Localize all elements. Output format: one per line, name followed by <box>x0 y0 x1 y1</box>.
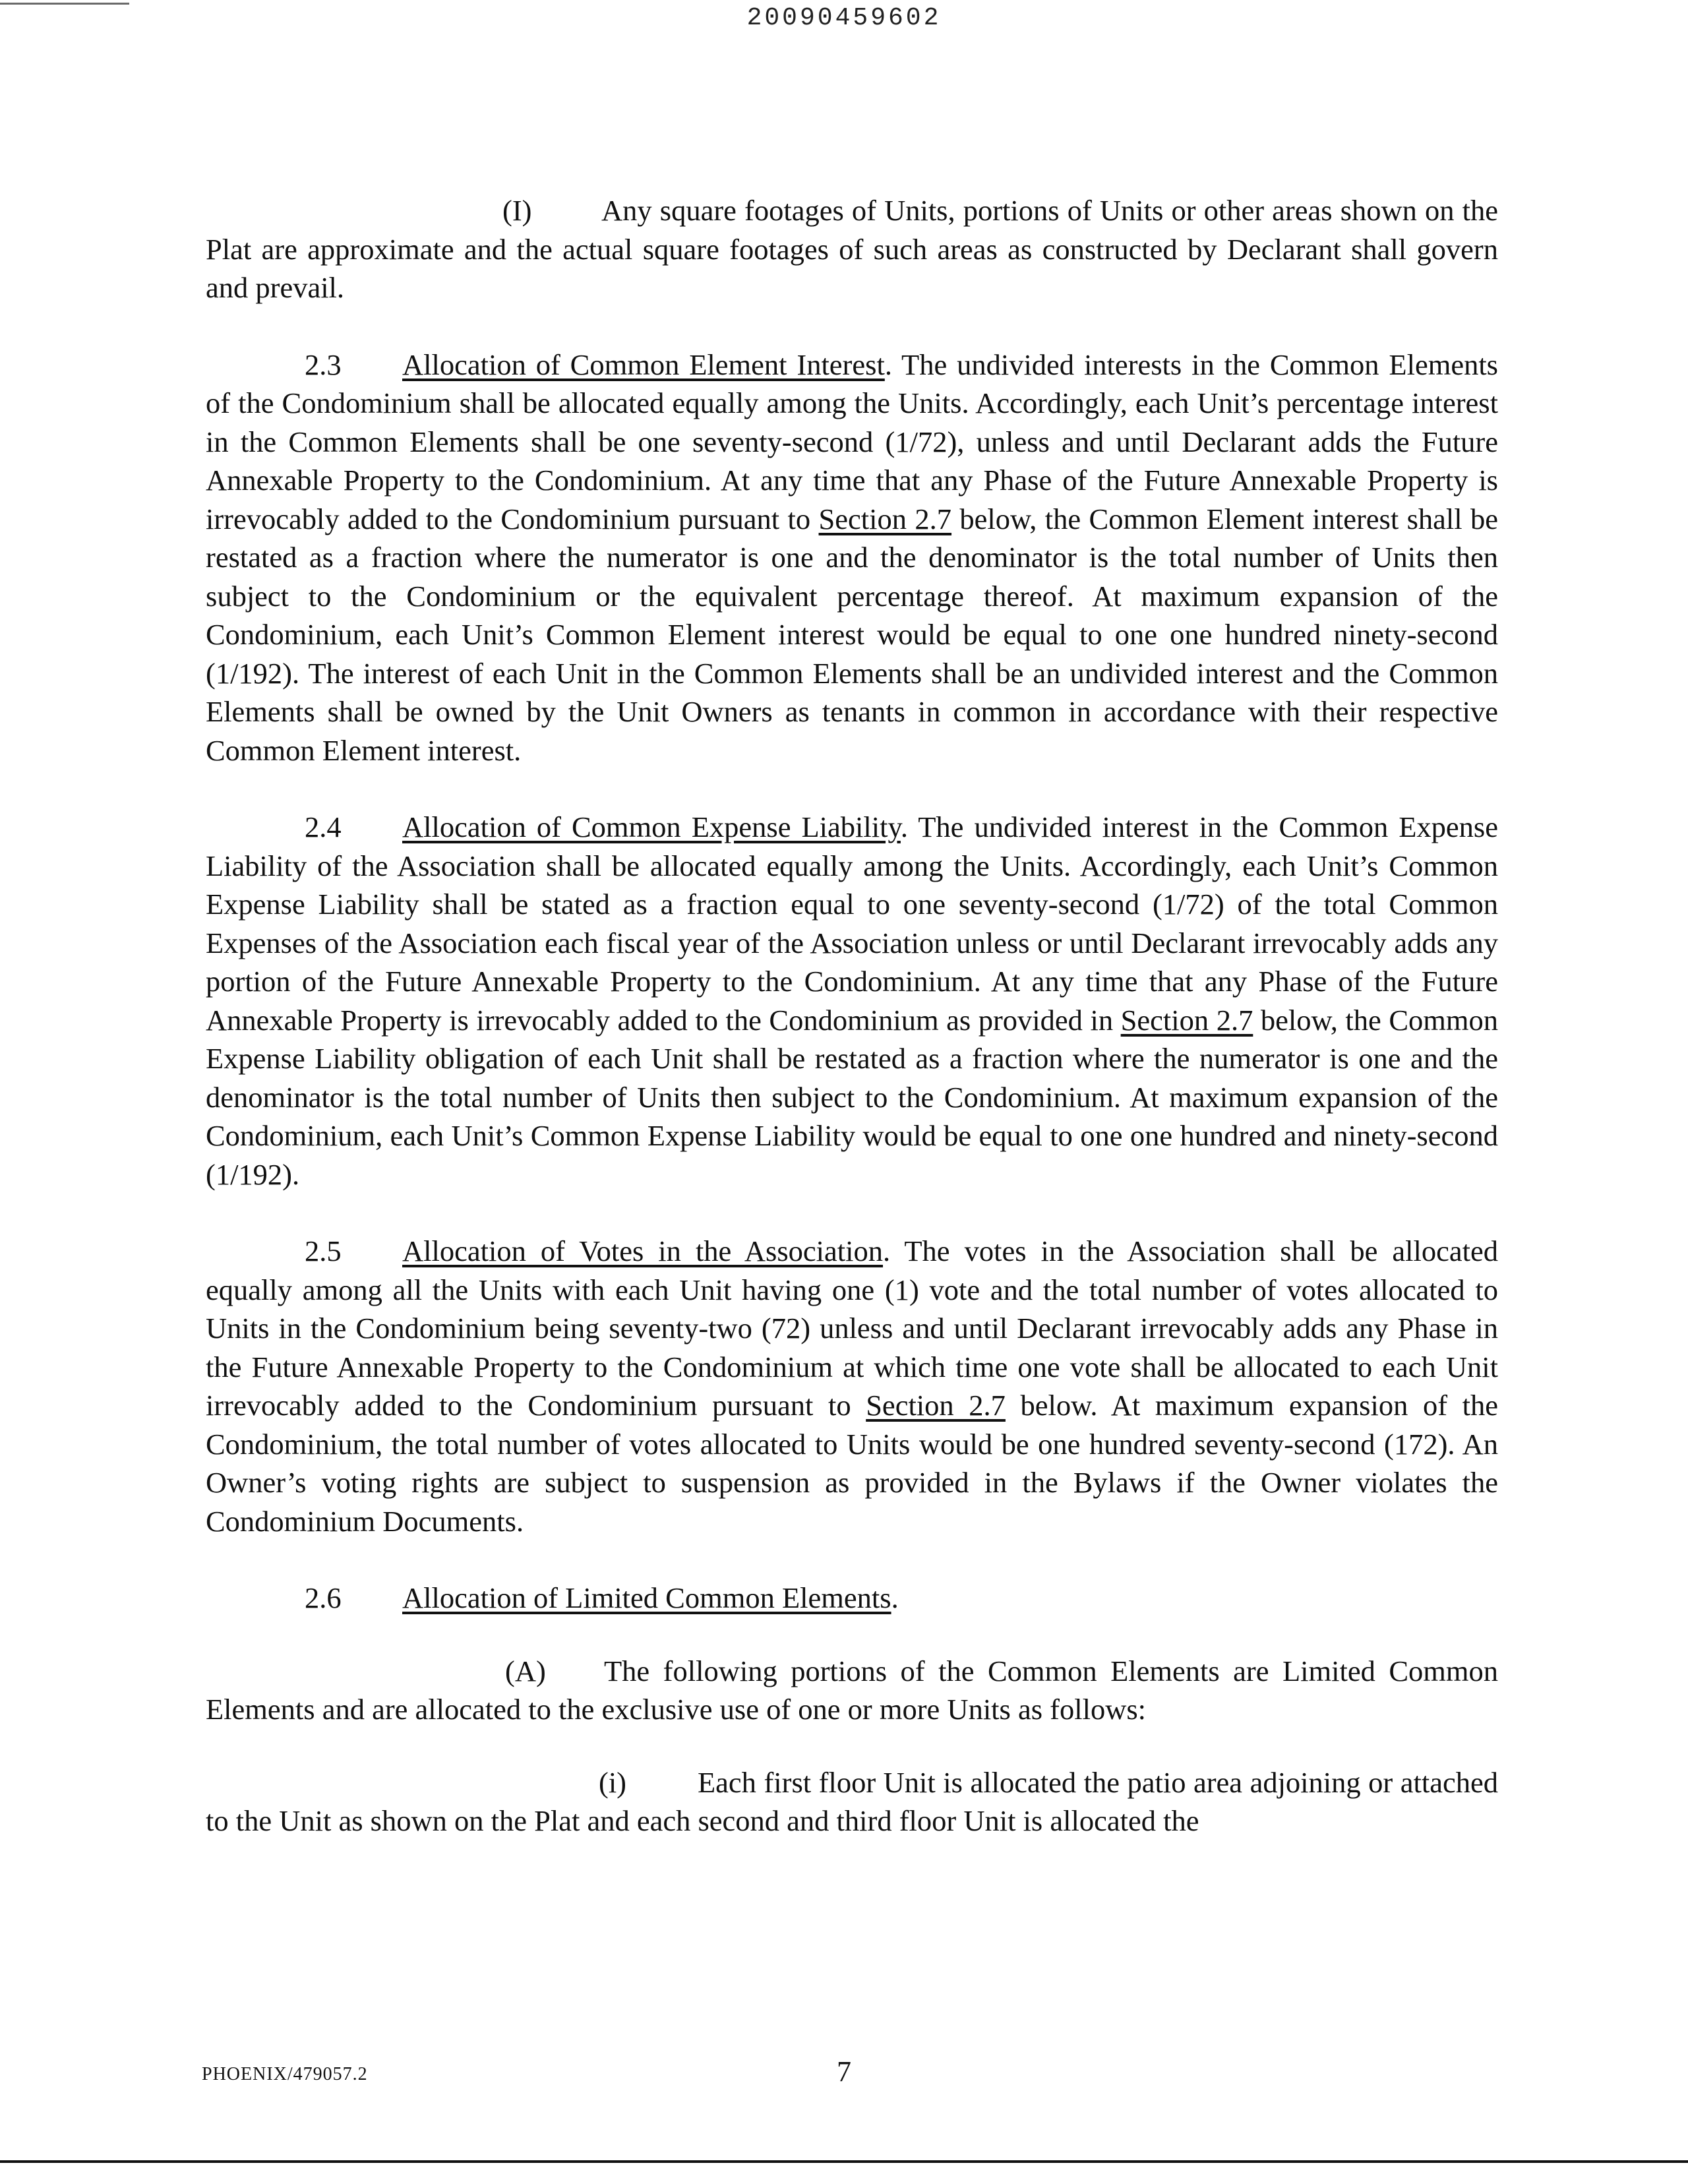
section-number: 2.5 <box>305 1234 342 1267</box>
document-body <box>206 191 1498 1879</box>
section-reference: Section 2.7 <box>818 502 952 535</box>
footer-document-reference: PHOENIX/479057.2 <box>202 2064 368 2084</box>
section-2-4 <box>206 808 1498 1194</box>
section-2-6 <box>206 1579 1498 1618</box>
section-2-5 <box>206 1232 1498 1540</box>
document-number: 20090459602 <box>746 4 942 32</box>
subsection-text: The following portions of the Common Elements are Limited Common Elements and are allocated to the exclusive use of one or more Units as follows: <box>206 1654 1498 1726</box>
section-reference: Section 2.7 <box>866 1389 1006 1422</box>
section-number: 2.6 <box>305 1581 342 1614</box>
item-2-6-A-i <box>206 1763 1498 1840</box>
section-2-3 <box>206 346 1498 770</box>
paragraph-I <box>206 191 1498 307</box>
section-reference: Section 2.7 <box>1120 1003 1253 1037</box>
section-text: . The undivided interests in the Common Elements of the Condominium shall be allocated equally among the Units. Accordingly, each Unit’s percentage interest in the Common Elements shall be one seventy-second (1/72), unless and until Declarant adds the Future Annexable Property to the Condominium. At any time that any Phase of the Future Annexable Property is irrevocably added to the Condominium pursuant to <box>206 348 1498 535</box>
section-title: Allocation of Common Expense Liability <box>402 810 901 843</box>
section-number: 2.3 <box>305 348 342 381</box>
section-title: Allocation of Common Element Interest <box>402 348 885 381</box>
subsection-2-6-A <box>206 1652 1498 1729</box>
section-text-continued: below. At maximum expansion of the Condominium, the total number of votes allocated to Units would be one hundred seventy-second (172). An Owner’s voting rights are subject to suspension as provided in the Bylaws if the Owner violates the Condominium Documents. <box>206 1389 1498 1538</box>
item-text: Each first floor Unit is allocated the patio area adjoining or attached to the Unit as shown on the Plat and each second and third floor Unit is allocated the <box>206 1765 1498 1837</box>
footer-page-number: 7 <box>837 2055 851 2088</box>
section-text: . The votes in the Association shall be allocated equally among all the Units with each Unit having one (1) vote and the total number of votes allocated to Units in the Condominium being seventy-two (72) unless and until Declarant irrevocably adds any Phase in the Future Annexable Property to the Condominium at which time one vote shall be allocated to each Unit irrevocably added to the Condominium pursuant to <box>206 1234 1499 1422</box>
item-label: (i) <box>599 1765 627 1799</box>
section-text-continued: below, the Common Element interest shall be restated as a fraction where the numerator is one and the denominator is the total number of Units then subject to the Condominium or the equivalent percentage thereof. At maximum expansion of the Condominium, each Unit’s Common Element interest would be equal to one one hundred ninety-second (1/192). The interest of each Unit in the Common Elements shall be an undivided interest and the Common Elements shall be owned by the Unit Owners as tenants in common in accordance with their respective Common Element interest. <box>206 502 1499 767</box>
subsection-label: (A) <box>505 1654 546 1687</box>
section-title: Allocation of Votes in the Association <box>402 1234 884 1267</box>
section-title-period: . <box>891 1581 899 1614</box>
section-text: . The undivided interest in the Common Expense Liability of the Association shall be allocated equally among the Units. Accordingly, each Unit’s Common Expense Liability shall be stated as a fraction equal to one seventy-second (1/72) of the total Common Expenses of the Association each fiscal year of the Association unless or until Declarant irrevocably adds any portion of the Future Annexable Property to the Condominium. At any time that any Phase of the Future Annexable Property is irrevocably added to the Condominium as provided in <box>206 810 1498 1037</box>
section-title: Allocation of Limited Common Elements <box>402 1581 891 1614</box>
bottom-edge-rule <box>0 2160 1688 2163</box>
paragraph-label: (I) <box>502 194 532 227</box>
section-number: 2.4 <box>305 810 342 843</box>
section-text-continued: below, the Common Expense Liability obligation of each Unit shall be restated as a fraction where the numerator is one and the denominator is the total number of Units then subject to the Condominium. At maximum expansion of the Condominium, each Unit’s Common Expense Liability would be equal to one one hundred and ninety-second (1/192). <box>206 1003 1499 1191</box>
paragraph-text: Any square footages of Units, portions of Units or other areas shown on the Plat are approximate and the actual square footages of such areas as constructed by Declarant shall govern and prevail. <box>206 194 1498 304</box>
